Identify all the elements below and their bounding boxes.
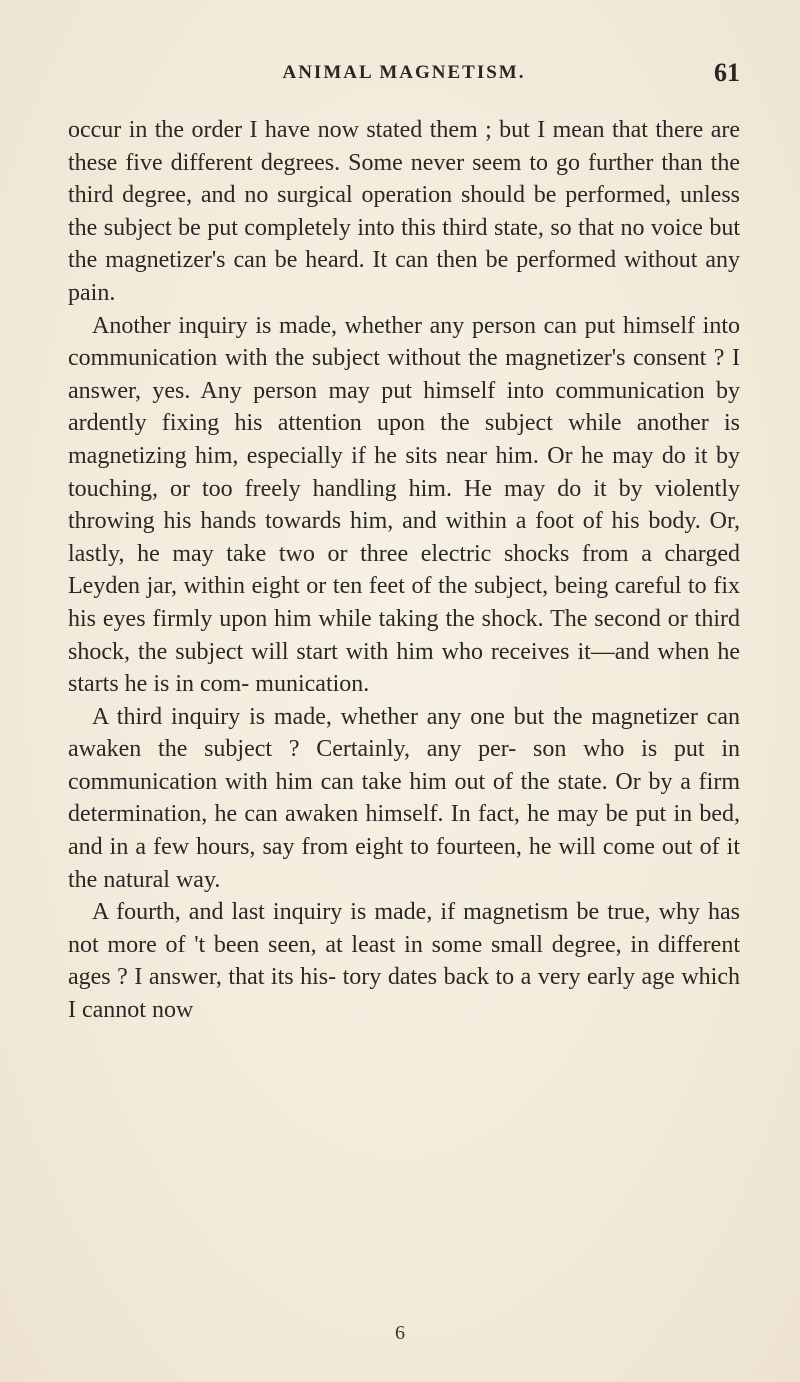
page-number: 61 <box>714 58 740 87</box>
running-head <box>68 58 740 94</box>
paragraph-2: Another inquiry is made, whether any person can put himself into communication with the subject without the magnetizer's consent ? I answer, yes. Any person may put himself into communication by ardently fixing his attention upon the subject while another is magnetizing him, especially if he sits near him. Or he may do it by touching, or too freely handling him. He may do it by violently throwing his hands towards him, and within a foot of his body. Or, lastly, he may take two or three electric shocks from a charged Leyden jar, within eight or ten feet of the subject, being careful to fix his eyes firmly upon him while taking the shock. The second or third shock, the subject will start with him who receives it—and when he starts he is in com- munication. <box>68 312 740 698</box>
running-title: ANIMAL MAGNETISM. <box>282 62 526 83</box>
paragraph-4: A fourth, and last inquiry is made, if magnetism be true, why has not more of 't been seen, at least in some small degree, in different ages ? I answer, that its his- tory dates back to a very early age which I cannot now <box>68 899 740 1024</box>
body-text <box>68 114 740 1027</box>
signature-mark: 6 <box>395 1322 405 1344</box>
paragraph-1: occur in the order I have now stated them ; but I mean that there are these five different degrees. Some never seem to go further than the third degree, and no surgical operation should be performed, unless the subject be put completely into this third state, so that no voice but the magnetizer's can be heard. It can then be performed without any pain. <box>68 117 740 306</box>
paragraph-3: A third inquiry is made, whether any one but the magnetizer can awaken the subject ? Certainly, any per- son who is put in communication with him can take him out of the state. Or by a firm determination, he can awaken himself. In fact, he may be put in bed, and in a few hours, say from eight to fourteen, he will come out of it the natural way. <box>68 703 740 893</box>
